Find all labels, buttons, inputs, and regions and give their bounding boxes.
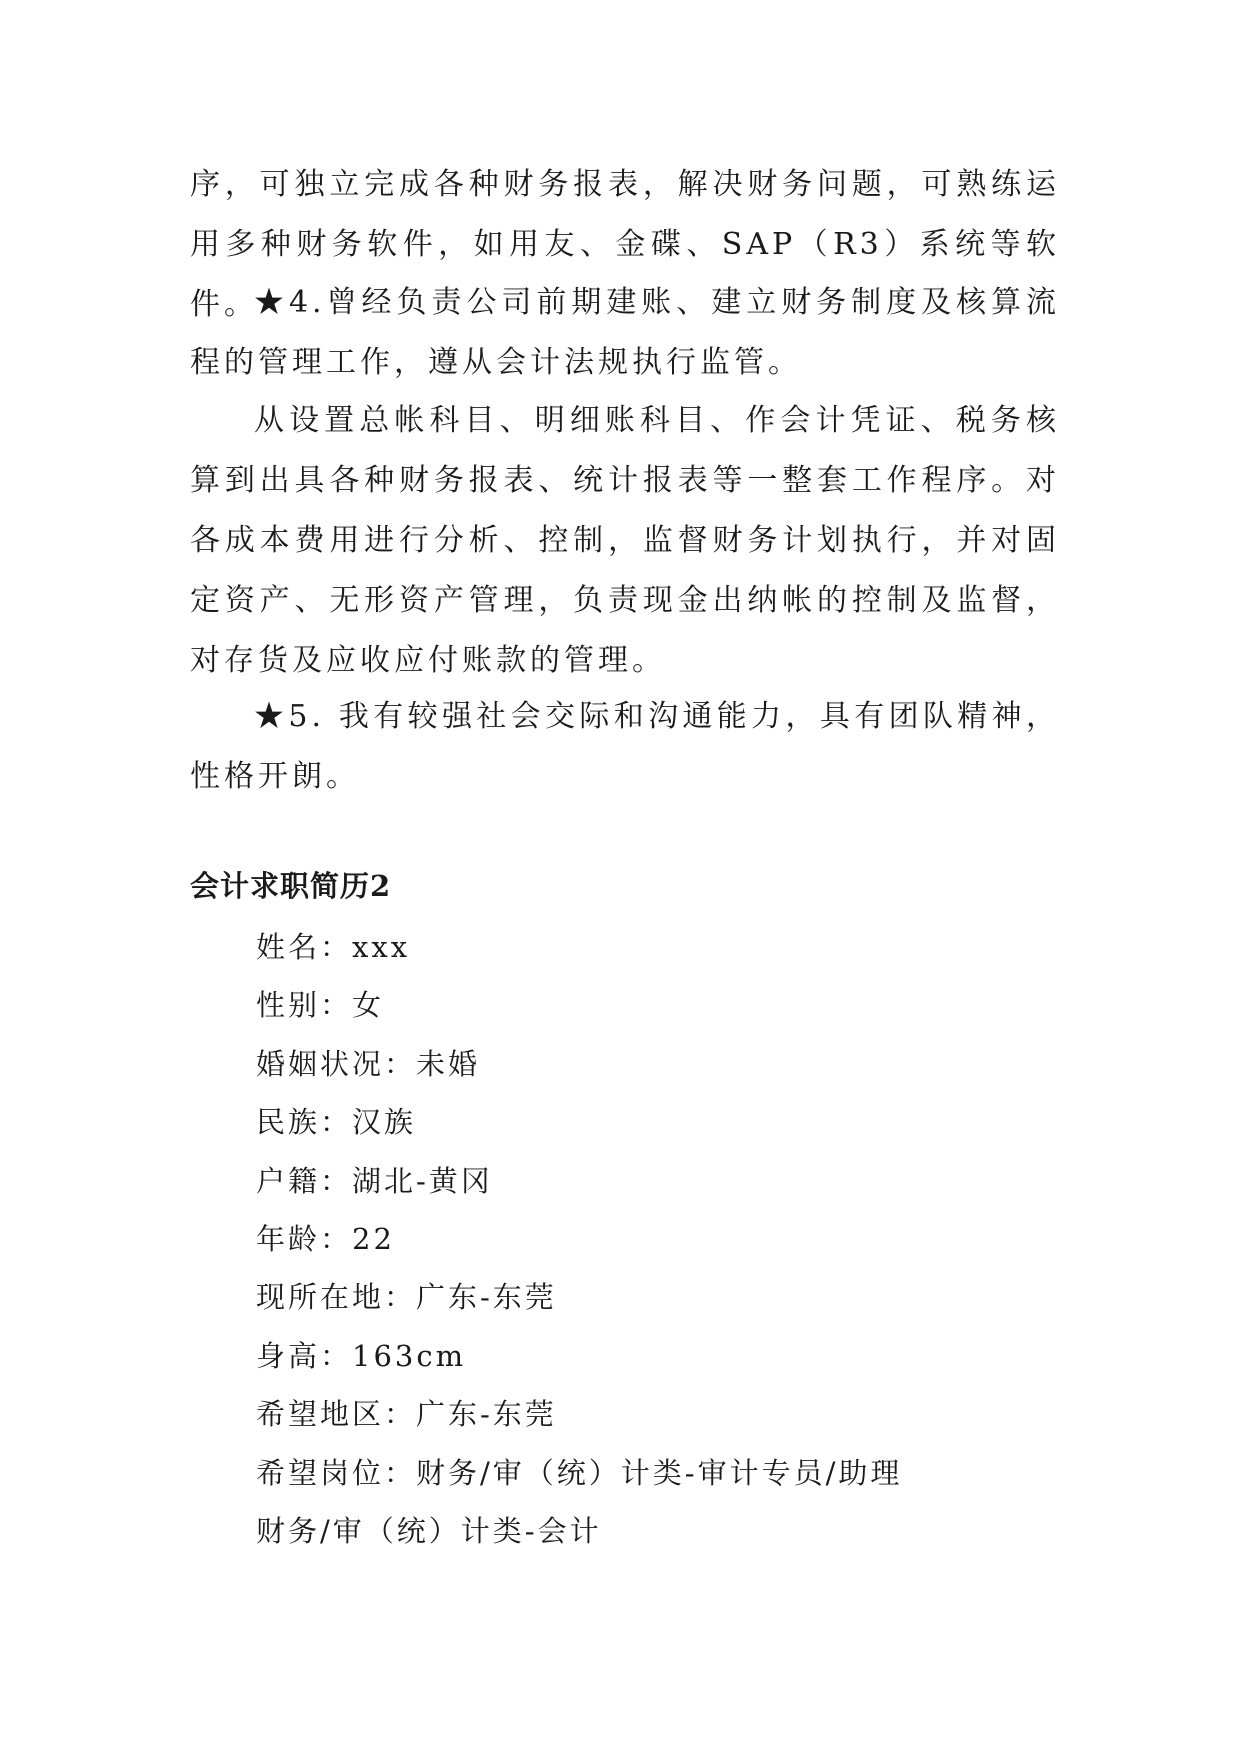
info-household-registration: 户籍：湖北-黄冈 [256,1163,493,1198]
info-height: 身高：163cm [256,1338,467,1373]
info-age: 年龄：22 [256,1221,395,1256]
info-name: 姓名：xxx [256,930,411,964]
paragraph-skills-continued: 序，可独立完成各种财务报表，解决财务问题，可熟练运用多种财务软件，如用友、金碟、SAP（R3）系统等软件。 [190,167,1060,322]
section-title: 会计求职简历2 [190,869,392,903]
paragraph-item-5: ★5. 我有较强社会交际和沟通能力，具有团队精神，性格开朗。 [190,699,1060,794]
info-current-location: 现所在地：广东-东莞 [256,1280,557,1315]
info-desired-region: 希望地区：广东-东莞 [256,1397,557,1432]
info-marital-status: 婚姻状况：未婚 [256,1046,481,1081]
info-ethnicity: 民族：汉族 [256,1105,417,1140]
paragraph-item-4: ★4.曾经负责公司前期建账、建立财务制度及核算流程的管理工作，遵从会计法规执行监管。 [190,285,1060,380]
info-desired-position: 希望岗位：财务/审（统）计类-审计专员/助理 [256,1455,903,1490]
personal-info-list [256,918,902,1560]
paragraph-accounting-duties: 从设置总帐科目、明细账科目、作会计凭证、税务核算到出具各种财务报表、统计报表等一整套工作程序。对各成本费用进行分析、控制，监督财务计划执行，并对固定资产、无形资产管理，负责现金出纳帐的控制及监督，对存货及应收应付账款的管理。 [190,403,1060,678]
info-desired-position-2: 财务/审（统）计类-会计 [256,1513,602,1548]
info-gender: 性别：女 [256,988,385,1023]
